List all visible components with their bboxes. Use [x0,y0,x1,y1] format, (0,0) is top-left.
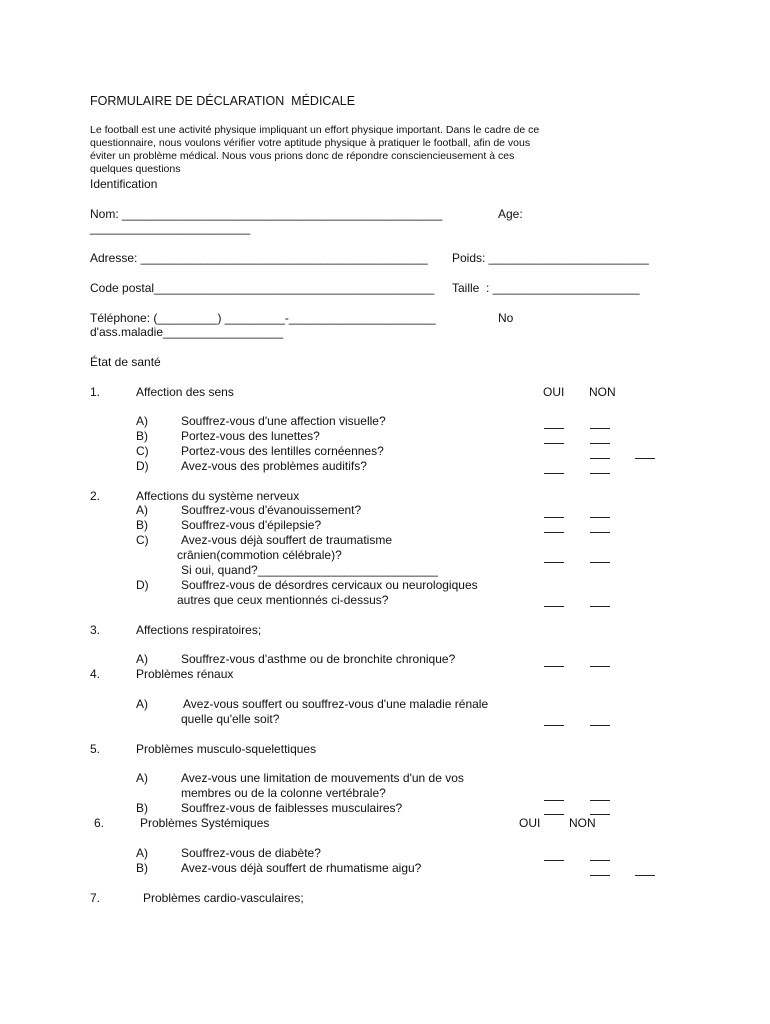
s6-b-non-blank[interactable] [635,875,655,876]
section-6-title: Problèmes Systémiques [140,816,270,830]
section-6-number: 6. [94,816,105,830]
s5-a-non-blank[interactable] [590,800,610,801]
s2-c-letter: C) [136,533,149,547]
s3-a-oui-blank[interactable] [544,666,564,667]
s5-a-oui-blank[interactable] [544,800,564,801]
s1-a-question: Souffrez-vous d'une affection visuelle? [181,414,386,428]
s5-a-question: Avez-vous une limitation de mouvements d'un de vos [181,771,464,785]
s6-b-question: Avez-vous déjà souffert de rhumatisme aigu? [181,861,422,875]
s3-a-non-blank[interactable] [590,666,610,667]
s2-d-letter: D) [136,578,149,592]
section-3-number: 3. [90,623,101,637]
s2-c-non-blank[interactable] [590,562,610,563]
s1-d-letter: D) [136,459,149,473]
s6-a-letter: A) [136,846,148,860]
intro-line-4: quelques questions [90,163,181,175]
s3-a-letter: A) [136,652,148,666]
nom-field-continued[interactable]: ________________________ [90,221,251,235]
etat-sante-heading: État de santé [90,355,161,369]
s6-a-non-blank[interactable] [590,860,610,861]
s1-a-letter: A) [136,414,148,428]
section-7-number: 7. [90,891,101,905]
s2-d-oui-blank[interactable] [544,606,564,607]
section-4-number: 4. [90,667,101,681]
intro-line-1: Le football est une activité physique impliquant un effort physique important. Dans le cadre de ce [90,124,540,136]
s1-b-letter: B) [136,429,148,443]
s6-b-letter: B) [136,861,148,875]
s5-b-non-blank[interactable] [590,814,610,815]
s5-b-letter: B) [136,801,148,815]
section-3-title: Affections respiratoires; [136,623,262,637]
poids-field[interactable]: Poids: ________________________ [452,251,649,265]
section-1-title: Affection des sens [136,385,234,399]
s2-c-question-line-2: crânien(commotion célébrale)? [177,548,342,562]
s4-a-oui-blank[interactable] [544,725,564,726]
section-4-title: Problèmes rénaux [136,667,234,681]
s1-a-oui-blank[interactable] [544,428,564,429]
s6-a-oui-blank[interactable] [544,860,564,861]
s2-b-letter: B) [136,518,148,532]
s6-a-question: Souffrez-vous de diabète? [181,846,321,860]
s4-a-question-line-2: quelle qu'elle soit? [181,712,280,726]
s1-a-non-blank[interactable] [590,428,610,429]
identification-heading: Identification [90,177,158,191]
s1-b-question: Portez-vous des lunettes? [181,429,320,443]
section-2-title: Affections du système nerveux [136,489,300,503]
s5-b-oui-blank[interactable] [544,814,564,815]
s2-d-question: Souffrez-vous de désordres cervicaux ou neurologiques [181,578,478,592]
s1-d-question: Avez-vous des problèmes auditifs? [181,459,367,473]
oui-header: OUI [543,385,565,399]
section-5-number: 5. [90,742,101,756]
taille-field[interactable]: Taille : ______________________ [452,281,640,295]
s2-a-oui-blank[interactable] [544,517,564,518]
s2-b-question: Souffrez-vous d'épilepsie? [181,518,322,532]
age-field[interactable]: Age: [498,207,523,221]
section-1-number: 1. [90,385,101,399]
nom-field[interactable]: Nom: ________________________________________________ [90,207,443,221]
section-5-title: Problèmes musculo-squelettiques [136,742,317,756]
s5-a-question-line-2: membres ou de la colonne vertébrale? [181,786,386,800]
s2-a-question: Souffrez-vous d'évanouissement? [181,503,362,517]
s2-b-non-blank[interactable] [590,532,610,533]
code-postal-field[interactable]: Code postal__________________________________________ [90,281,435,295]
s4-a-letter: A) [136,697,148,711]
s2-d-question-line-2: autres que ceux mentionnés ci-dessus? [177,593,389,607]
s1-b-oui-blank[interactable] [544,443,564,444]
s5-b-question: Souffrez-vous de faiblesses musculaires? [181,801,403,815]
form-title: FORMULAIRE DE DÉCLARATION MÉDICALE [90,94,356,108]
section-2-number: 2. [90,489,101,503]
section-7-title: Problèmes cardio-vasculaires; [143,891,304,905]
s6-b-oui-blank[interactable] [590,875,610,876]
s4-a-question: Avez-vous souffert ou souffrez-vous d'une maladie rénale [183,697,489,711]
s2-c-when-field[interactable]: Si oui, quand?___________________________ [181,563,438,577]
assurance-maladie-field[interactable]: d'ass.maladie__________________ [90,325,284,339]
s2-c-question: Avez-vous déjà souffert de traumatisme [181,533,392,547]
s3-a-question: Souffrez-vous d'asthme ou de bronchite chronique? [181,652,456,666]
intro-line-2: questionnaire, nous voulons vérifier votre aptitude physique à pratiquer le football, afin de vous [90,137,531,149]
s1-c-letter: C) [136,444,149,458]
s2-d-non-blank[interactable] [590,606,610,607]
s2-a-letter: A) [136,503,148,517]
s5-a-letter: A) [136,771,148,785]
s2-b-oui-blank[interactable] [544,532,564,533]
intro-line-3: éviter un problème médical. Nous vous prions donc de répondre consciencieusement à ces [90,150,515,162]
assurance-no-label: No [498,311,514,325]
adresse-field[interactable]: Adresse: ___________________________________________ [90,251,428,265]
s1-c-question: Portez-vous des lentilles cornéennes? [181,444,384,458]
non-header: NON [589,385,616,399]
s1-d-oui-blank[interactable] [544,473,564,474]
s6-non-header: NON [569,816,596,830]
s2-a-non-blank[interactable] [590,517,610,518]
s6-oui-header: OUI [519,816,541,830]
s1-c-non-blank[interactable] [635,458,655,459]
s1-b-non-blank[interactable] [590,443,610,444]
s2-c-oui-blank[interactable] [544,562,564,563]
s1-d-non-blank[interactable] [590,473,610,474]
s1-c-oui-blank[interactable] [590,458,610,459]
telephone-field[interactable]: Téléphone: (_________) _________-______________________ [90,311,436,325]
s4-a-non-blank[interactable] [590,725,610,726]
